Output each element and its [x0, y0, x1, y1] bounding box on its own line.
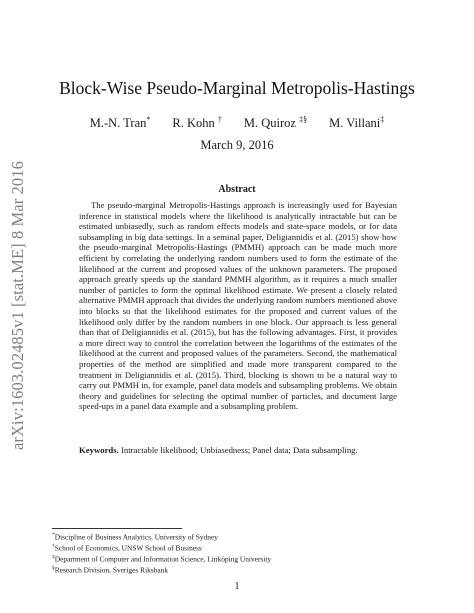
footnote	[52, 531, 432, 542]
footnote-mark: †	[52, 543, 55, 550]
author-list	[0, 115, 474, 131]
footnote	[52, 542, 432, 553]
footnote-mark: ‡	[52, 554, 55, 561]
author-name: R. Kohn	[172, 116, 215, 131]
footnote-text: Discipline of Business Analytics, University of Sydney	[54, 532, 218, 542]
keywords-label: Keywords.	[79, 445, 119, 455]
author-name: M. Quiroz	[243, 116, 296, 131]
author	[90, 115, 151, 131]
footnotes	[52, 531, 432, 575]
footnote-text: Research Division, Sveriges Riksbank	[54, 565, 169, 575]
keywords-text: Intractable likelihood; Unbiasedness; Panel data; Data subsampling.	[121, 445, 358, 455]
footnote-text: School of Economics, UNSW School of Business	[54, 543, 202, 553]
footnote-text: Department of Computer and Information Science, Linköping University	[54, 554, 272, 564]
abstract-body: The pseudo-marginal Metropolis-Hastings approach is increasingly used for Bayesian inference in statistical models where the likelihood is analytically intractable but can be estimated unbiasedly, such as random effects models and state-space models, or for data subsampling in big data settings. In a seminal paper, Deligiannidis et al. (2015) show how the pseudo-marginal Metropolis-Hastings (PMMH) approach can be made much more efficient by correlating the underlying random numbers used to form the estimate of the likelihood at the current and proposed values of the unknown parameters. The proposed approach greatly speeds up the standard PMMH algorithm, as it requires a much smaller number of particles to form the optimal likelihood estimate. We present a closely related alternative PMMH approach that divides the underlying random numbers mentioned above into blocks so that the likelihood estimates for the proposed and current values of the likelihood only differ by the random numbers in one block. Our approach is less general than that of Deligiannidis et al. (2015), but has the following advantages. First, it provides a more direct way to control the correlation between the logarithms of the estimates of the likelihood at the current and proposed values of the parameters. Second, the mathematical properties of the method are simplified and made more transparent compared to the treatment in Deligiannidis et al. (2015). Third, blocking is shown to be a natural way to carry out PMMH in, for example, panel data models and subsampling problems. We obtain theory and guidelines for selecting the optimal number of particles, and document large speed-ups in a panel data example and a subsampling problem.	[79, 200, 397, 412]
page-number: 1	[234, 581, 240, 592]
footnote-mark: *	[52, 532, 55, 538]
arxiv-identifier-text: arXiv:1603.02485v1 [stat.ME] 8 Mar 2016	[8, 161, 27, 450]
author-name: M. Villani	[329, 116, 381, 131]
author-affiliation-mark: ‡	[380, 115, 385, 124]
paper-date: March 9, 2016	[200, 138, 274, 152]
paper-title: Block-Wise Pseudo-Marginal Metropolis-Hastings	[59, 78, 415, 98]
footnote-divider	[52, 528, 182, 529]
footnote	[52, 553, 432, 564]
abstract-heading: Abstract	[218, 184, 256, 195]
arxiv-identifier-stamp	[8, 150, 30, 450]
keywords	[79, 445, 397, 456]
footnote-mark: §	[52, 565, 55, 572]
footnote	[52, 564, 432, 575]
author	[244, 115, 307, 131]
author-name: M.-N. Tran	[89, 116, 147, 131]
author-affiliation-mark: †	[217, 115, 222, 124]
author	[329, 115, 384, 131]
author-affiliation-mark: *	[146, 115, 151, 124]
author-affiliation-mark: ‡§	[299, 115, 308, 124]
author	[172, 115, 222, 131]
